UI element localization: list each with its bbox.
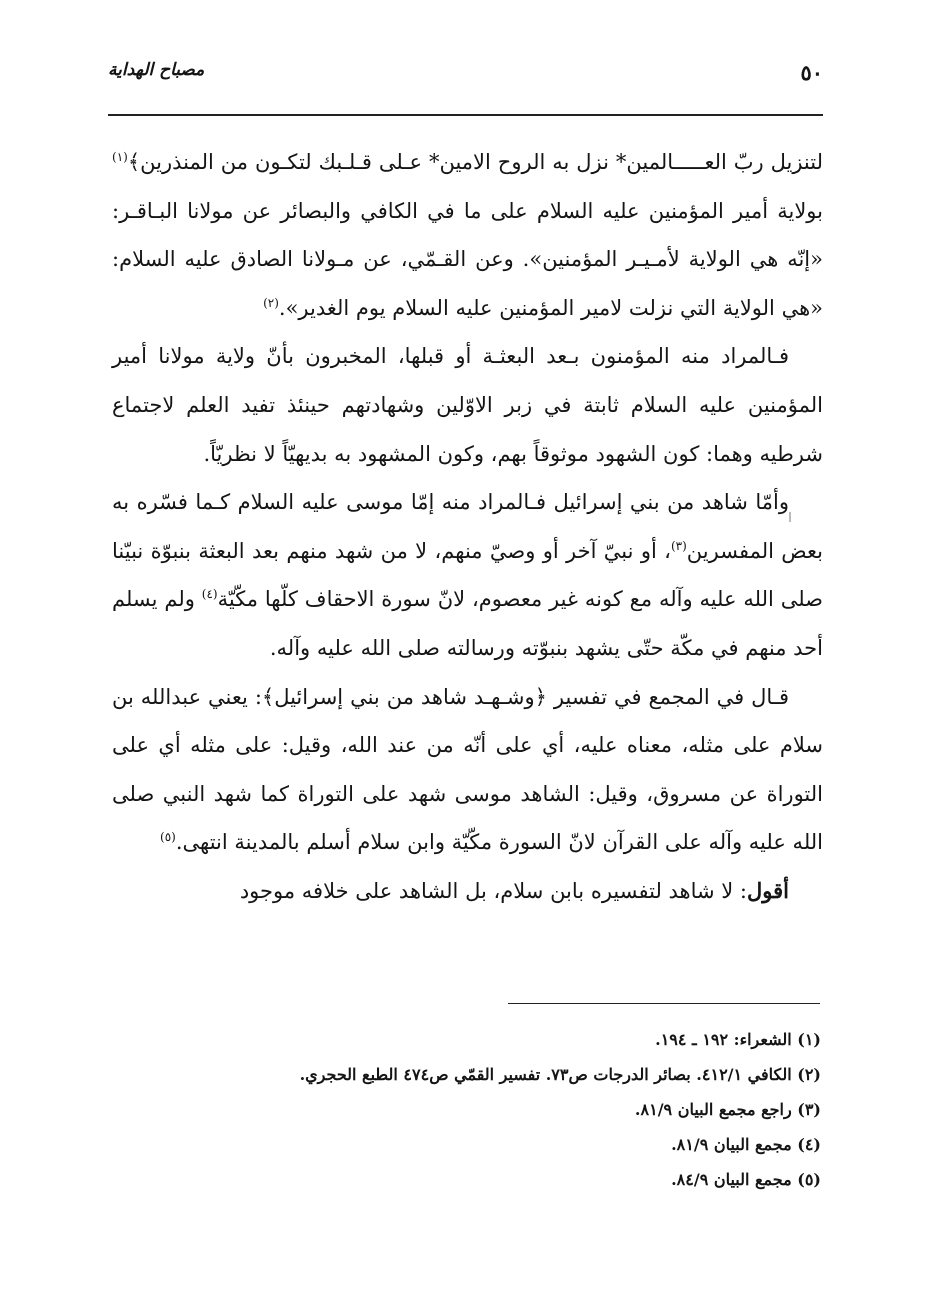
paragraph-3 bbox=[112, 478, 823, 672]
footnote-4: (٤) مجمع البيان ٨١/٩. bbox=[671, 1135, 821, 1154]
paragraph-3-part-b: ، أو نبيّ آخر أو وصيّ منهم، لا من شهد منهم بعد البعثة بنبوّة نبيّنا صلى الله عليه وآله مع كونه غير معصوم، لانّ سورة الاحقاف كلّها مكّيّة bbox=[112, 538, 823, 612]
paragraph-5-label: أقول bbox=[747, 877, 789, 903]
footnote-rule bbox=[508, 1003, 820, 1004]
running-title: مصباح الهداية bbox=[108, 60, 205, 80]
paragraph-4-text: قـال في المجمع في تفسير ﴿وشـهـد شاهد من بني إسرائيل﴾: يعني عبدالله بن سلام على مثله، معناه عليه، أي على أنّه من عند الله، وقيل: على مثله أي على التوراة عن مسروق، وقيل: الشاهد موسى شهد على التوراة كما شهد النبي صلى الله عليه وآله على القرآن لانّ السورة مكّيّة وابن سلام أسلم بالمدينة انتهى. bbox=[112, 684, 823, 855]
footnote-ref-2: (٢) bbox=[263, 295, 279, 310]
page-header bbox=[108, 58, 823, 100]
footnotes bbox=[108, 1022, 821, 1197]
paragraph-5 bbox=[112, 867, 823, 916]
paragraph-5-text: : لا شاهد لتفسيره بابن سلام، بل الشاهد على خلافه موجود bbox=[239, 878, 748, 903]
page-number: ٥٠ bbox=[800, 60, 823, 85]
paragraph-1-part-a: لتنزيل ربّ العـــــالمين* نزل به الروح الامين* عـلى قـلـبك لتكـون من المنذرين﴾ bbox=[127, 150, 823, 174]
paragraph-1 bbox=[112, 138, 823, 332]
paragraph-2: فـالمراد منه المؤمنون بـعد البعثـة أو قبلها، المخبرون بأنّ ولاية مولانا أمير المؤمنين عليه السلام ثابتة في زبر الاوّلين وشهادتهم حينئذ تفيد العلم لاجتماع شرطيه وهما: كون الشهود موثوقاً بهم، وكون المشهود به بديهيّاً لا نظريّاً. bbox=[112, 344, 823, 466]
footnote-ref-1: (١) bbox=[112, 150, 128, 164]
footnote-ref-3: (٣) bbox=[670, 538, 687, 553]
footnote-5: (٥) مجمع البيان ٨٤/٩. bbox=[671, 1170, 821, 1189]
footnote-ref-4: (٤) bbox=[201, 587, 218, 602]
paragraph-4 bbox=[112, 673, 823, 867]
paragraph-3-part-c: ولم يسلم أحد منهم في مكّة حتّى يشهد بنبوّته ورسالته صلى الله عليه وآله. bbox=[112, 587, 823, 660]
footnote-ref-5: (٥) bbox=[160, 830, 176, 845]
footnote-1: (١) الشعراء: ١٩٢ ـ ١٩٤. bbox=[655, 1030, 821, 1049]
footnote-3: (٣) راجع مجمع البيان ٨١/٩. bbox=[634, 1100, 821, 1119]
paragraph-3-part-a: وأمّا شاهد من بني إسرائيل فـالمراد منه إمّا موسى عليه السلام كـما فسّره به بعض المفسرين bbox=[112, 490, 824, 563]
footnote-2: (٢) الكافي ٤١٢/١. بصائر الدرجات ص٧٣. تفسير القمّي ص٤٧٤ الطبع الحجري. bbox=[299, 1065, 821, 1084]
header-rule bbox=[108, 114, 823, 116]
main-body bbox=[112, 138, 823, 916]
paragraph-1-part-b: بولاية أمير المؤمنين عليه السلام على ما في الكافي والبصائر عن مولانا البـاقـر: «إنّه هي الولاية لأمـيـر المؤمنين». وعن القـمّي، عن مـولانا الصادق عليه السلام: «هي الولاية التي نزلت لامير المؤمنين عليه السلام يوم الغدير». bbox=[112, 198, 823, 320]
